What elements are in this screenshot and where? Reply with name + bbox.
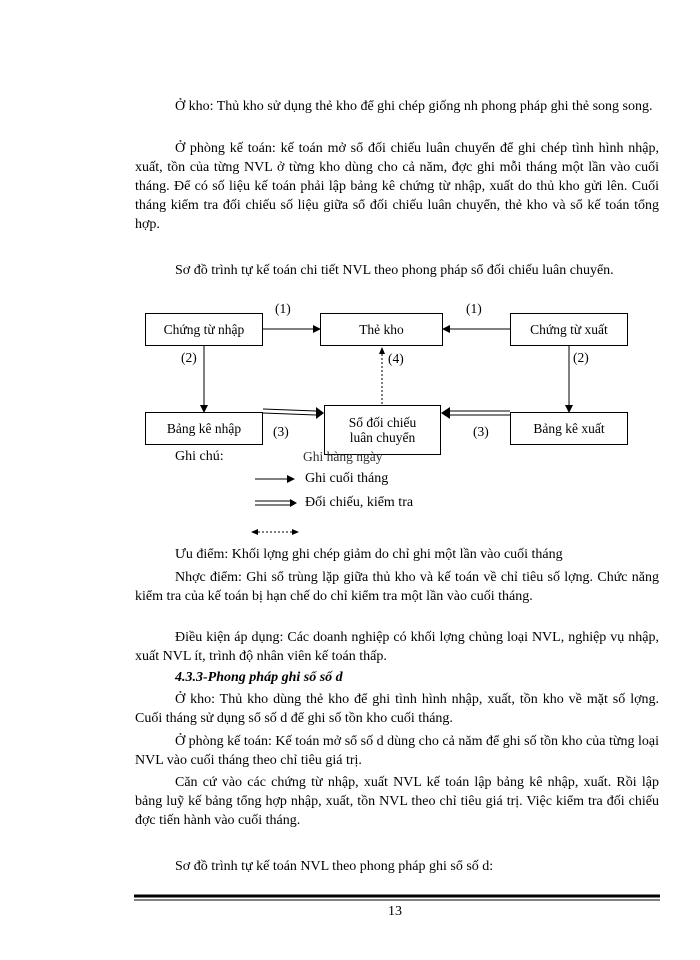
legend-daily: Ghi hàng ngày bbox=[303, 449, 383, 464]
label-3-right: (3) bbox=[473, 424, 489, 439]
arrow-bkn-line1 bbox=[263, 409, 316, 411]
box-chung-tu-nhap: Chứng từ nhập bbox=[145, 313, 263, 346]
arrow-bkn-head bbox=[316, 407, 324, 419]
section-heading: 4.3.3-Phong pháp ghi sổ số d bbox=[175, 670, 343, 685]
box-the-kho: Thẻ kho bbox=[320, 313, 443, 346]
arrow-bkx-head bbox=[441, 407, 450, 419]
legend-title: Ghi chú: bbox=[175, 449, 224, 464]
label-1-left: (1) bbox=[275, 301, 291, 316]
label-1-right: (1) bbox=[466, 301, 482, 316]
label-2-right: (2) bbox=[573, 350, 589, 365]
label-2-left: (2) bbox=[181, 350, 197, 365]
para-advantages: Ưu điểm: Khối lợng ghi chép giảm do chỉ ghi một lần vào cuối tháng bbox=[175, 547, 563, 562]
legend-line-reconcile-head bbox=[290, 499, 297, 507]
box-so-doi-chieu-line2: luân chuyển bbox=[349, 430, 416, 445]
box-so-doi-chieu bbox=[324, 405, 441, 455]
box-so-doi-chieu-line1: Sổ đối chiếu bbox=[348, 415, 417, 430]
para-conditions: Điều kiện áp dụng: Các doanh nghiệp có khối lợng chủng loại NVL, nghiệp vụ nhập, xuất NVL ít, trình độ nhân viên kế toán thấp. bbox=[135, 630, 659, 664]
para-warehouse: Ở kho: Thủ kho sử dụng thẻ kho để ghi chép giống nh phong pháp ghi thẻ song song. bbox=[175, 99, 653, 114]
label-3-left: (3) bbox=[273, 424, 289, 439]
box-bang-ke-nhap: Bảng kê nhập bbox=[145, 412, 263, 445]
legend-reconcile: Đối chiếu, kiểm tra bbox=[305, 495, 414, 510]
para-balance-warehouse: Ở kho: Thủ kho dùng thẻ kho để ghi tình hình nhập, xuất, tồn kho về mặt số lợng. Cuối tháng sử dụng sổ số d để ghi số tồn kho cuối tháng. bbox=[135, 692, 659, 726]
para-basis: Căn cứ vào các chứng từ nhập, xuất NVL kế toán lập bảng kê nhập, xuất. Rồi lập bảng luỹ kế bảng tổng hợp nhập, xuất, tồn NVL theo chỉ tiêu giá trị. Việc kiểm tra đối chiếu đợc tiến hành vào cuối tháng. bbox=[135, 775, 659, 828]
arrow-bkn-line2 bbox=[263, 413, 316, 415]
para-balance-diagram-intro: Sơ đồ trình tự kế toán NVL theo phong pháp ghi sổ số d: bbox=[175, 859, 494, 874]
para-diagram-intro: Sơ đồ trình tự kế toán chi tiết NVL theo phong pháp sổ đối chiếu luân chuyển. bbox=[175, 263, 614, 278]
legend-month-end: Ghi cuối tháng bbox=[305, 471, 389, 486]
para-balance-accounting: Ở phòng kế toán: Kế toán mở sổ số d dùng cho cả năm để ghi số tồn kho của từng loại NVL vào cuối tháng theo chỉ tiêu giá trị. bbox=[135, 734, 659, 768]
page-number: 13 bbox=[388, 904, 402, 919]
para-accounting: Ở phòng kế toán: kế toán mở sổ đối chiếu luân chuyển để ghi chép tình hình nhập, xuất, tồn của từng NVL ở từng kho dùng cho cả năm, đợc ghi mỗi tháng một lần vào cuối tháng. Để có số liệu kế toán phải lập bảng kê chứng từ nhập, xuất do thủ kho gửi lên. Cuối tháng kiểm tra đối chiếu số liệu giữa sổ đối chiếu luân chuyển, thẻ kho và sổ kế toán tổng hợp. bbox=[135, 141, 659, 232]
box-bang-ke-xuat: Bảng kê xuất bbox=[510, 412, 628, 445]
label-4: (4) bbox=[388, 351, 404, 366]
para-disadvantages: Nhợc điểm: Ghi sổ trùng lặp giữa thủ kho và kế toán về chỉ tiêu số lợng. Chức năng kiểm tra của kế toán bị hạn chế do chỉ kiểm tra một lần vào cuối tháng. bbox=[135, 570, 659, 604]
box-chung-tu-xuat: Chứng từ xuất bbox=[510, 313, 628, 346]
